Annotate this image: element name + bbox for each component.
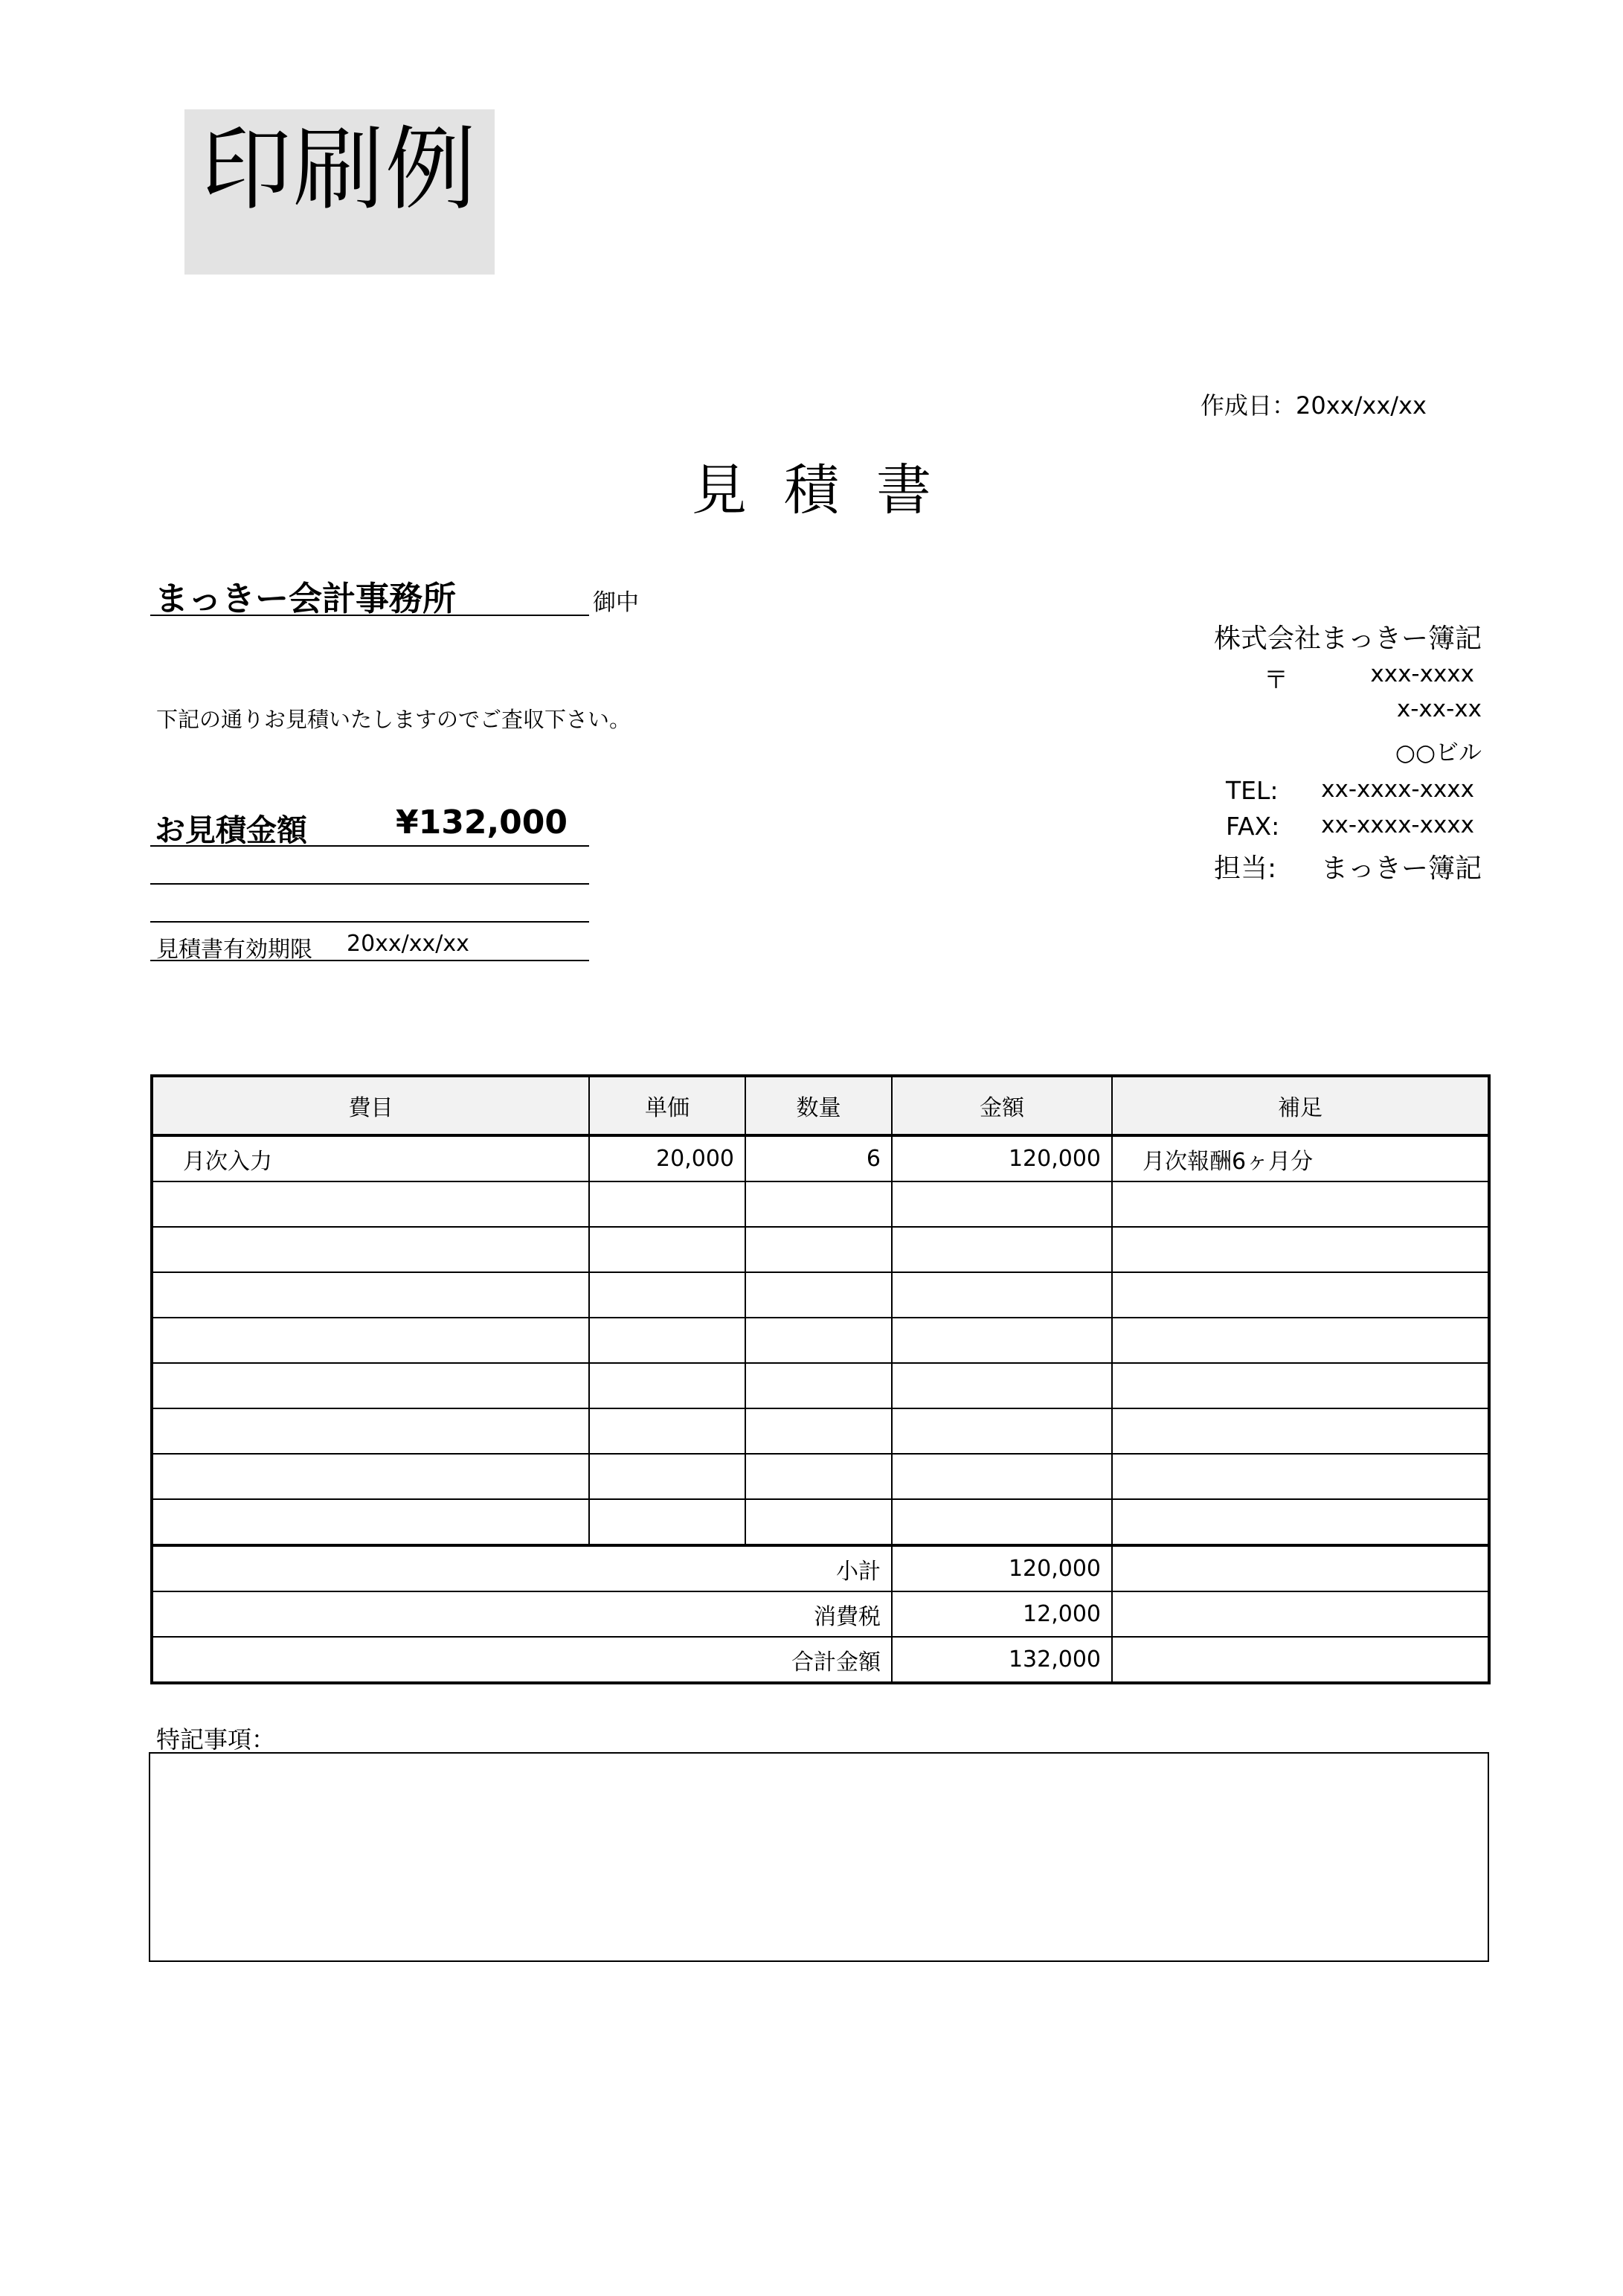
- document-title: 見積書: [692, 458, 968, 522]
- table-row: [152, 1181, 1489, 1227]
- table-row: [152, 1227, 1489, 1272]
- header-note: 補足: [1112, 1076, 1489, 1135]
- validity-label: 見積書有効期限: [156, 937, 312, 963]
- table-row: [152, 1499, 1489, 1545]
- quote-amount-label: お見積金額: [155, 812, 307, 848]
- issuer-address: x-xx-xx: [1396, 696, 1482, 722]
- issuer-company: 株式会社まっきー簿記: [1213, 623, 1482, 654]
- tax-row: [152, 1591, 1489, 1637]
- created-date: 作成日：20xx/xx/xx: [1201, 391, 1427, 420]
- fax-label: FAX:: [1226, 812, 1280, 841]
- notes-label: 特記事項：: [156, 1725, 276, 1754]
- header-item: 費目: [152, 1076, 589, 1135]
- total-label: 合計金額: [152, 1637, 892, 1683]
- items-table: [150, 1074, 1491, 1684]
- table-row: [152, 1408, 1489, 1454]
- fax-value: xx-xxxx-xxxx: [1321, 812, 1474, 838]
- table-header-row: [152, 1076, 1489, 1135]
- subtotal-value: 120,000: [892, 1545, 1112, 1591]
- validity-value: 20xx/xx/xx: [347, 931, 469, 957]
- blank-line-1: [150, 883, 589, 885]
- quote-amount-value: ¥132,000: [396, 804, 568, 841]
- subtotal-label: 小計: [152, 1545, 892, 1591]
- postal-mark: 〒: [1264, 665, 1288, 694]
- amount-underline: [150, 845, 589, 847]
- table-row: [152, 1363, 1489, 1408]
- client-honorific: 御中: [593, 589, 639, 616]
- cell-amount: 120,000: [892, 1135, 1112, 1181]
- tel-label: TEL:: [1226, 776, 1279, 805]
- header-quantity: 数量: [745, 1076, 892, 1135]
- table-row: [152, 1454, 1489, 1499]
- client-underline: [150, 615, 589, 616]
- total-row: [152, 1637, 1489, 1683]
- tax-value: 12,000: [892, 1591, 1112, 1637]
- cell-unit-price: 20,000: [589, 1135, 745, 1181]
- blank-line-2: [150, 921, 589, 923]
- table-row: [152, 1318, 1489, 1363]
- cell-note: 月次報酬6ヶ月分: [1112, 1135, 1489, 1181]
- client-name: まっきー会計事務所: [155, 579, 457, 618]
- intro-text: 下記の通りお見積いたしますのでご査収下さい。: [156, 707, 631, 732]
- contact-name: まっきー簿記: [1320, 853, 1482, 884]
- sample-label: 印刷例: [201, 117, 478, 222]
- postal-code: xxx-xxxx: [1370, 661, 1474, 687]
- header-amount: 金額: [892, 1076, 1112, 1135]
- cell-item: 月次入力: [152, 1135, 589, 1181]
- table-row: [152, 1272, 1489, 1318]
- issuer-building: ○○ビル: [1395, 740, 1482, 766]
- cell-quantity: 6: [745, 1135, 892, 1181]
- notes-box: [149, 1752, 1489, 1962]
- subtotal-row: [152, 1545, 1489, 1591]
- validity-underline: [150, 960, 589, 961]
- tax-label: 消費税: [152, 1591, 892, 1637]
- header-unit-price: 単価: [589, 1076, 745, 1135]
- tel-value: xx-xxxx-xxxx: [1321, 776, 1474, 803]
- table-row: [152, 1135, 1489, 1181]
- contact-label: 担当:: [1214, 853, 1277, 884]
- total-value: 132,000: [892, 1637, 1112, 1683]
